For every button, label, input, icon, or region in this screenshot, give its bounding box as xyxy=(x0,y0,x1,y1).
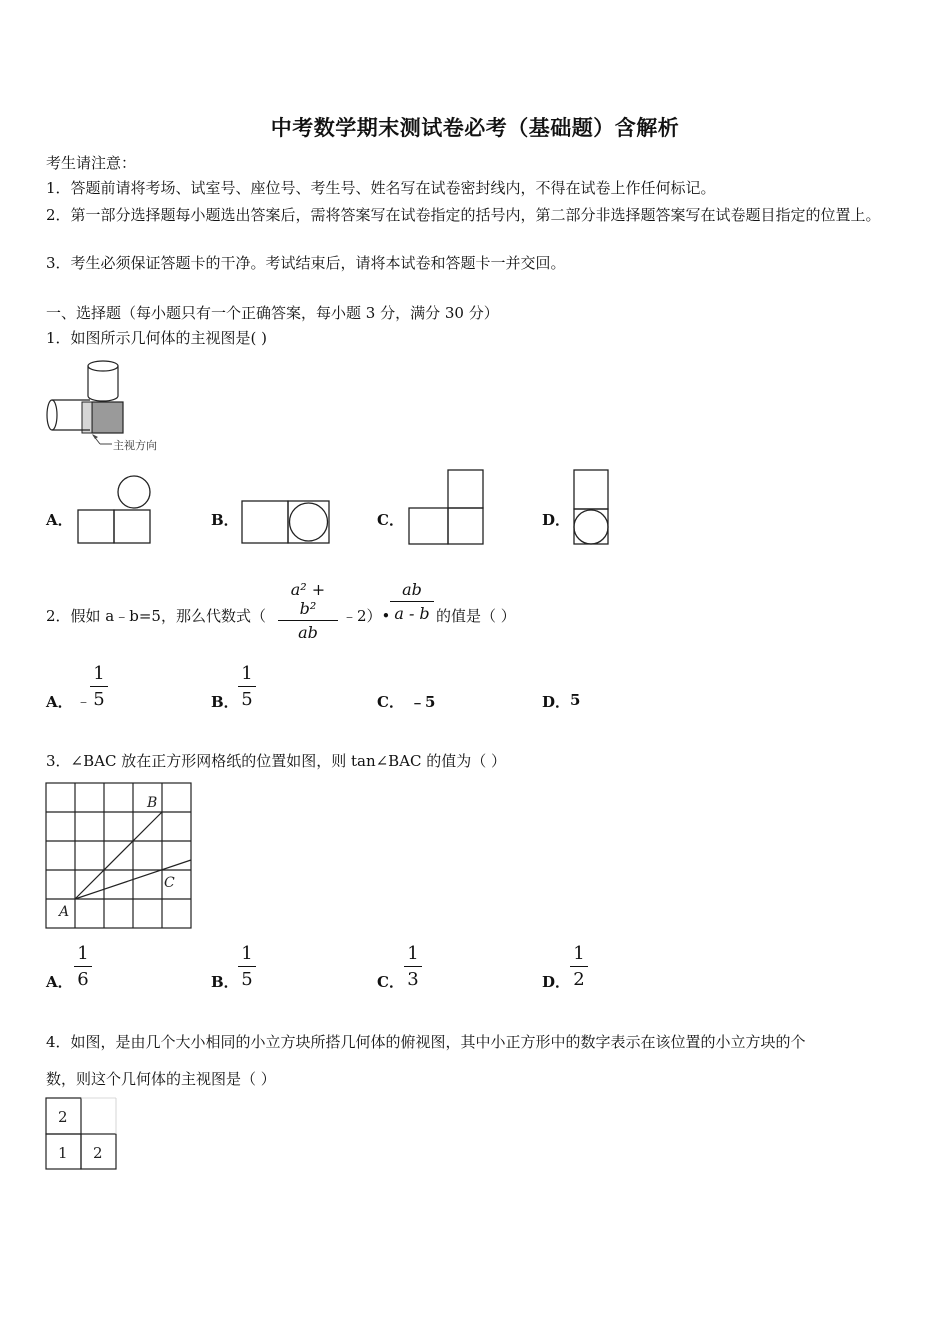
q2-stem-prefix: 2．假如 a﹣b=5，那么代数式（ xyxy=(46,607,266,625)
q3-option-c-fraction xyxy=(404,943,422,990)
q1-option-a-figure xyxy=(77,475,152,545)
q3-stem: 3．∠BAC 放在正方形网格纸的位置如图，则 tan∠BAC 的值为（ ） xyxy=(46,752,507,770)
q2-option-b-label[interactable]: B． xyxy=(211,693,239,711)
q1-option-b-label[interactable]: B． xyxy=(211,511,239,529)
q3-option-c-label[interactable]: C． xyxy=(377,973,404,991)
q2-option-b-denominator: 5 xyxy=(241,689,253,710)
q3-option-d-label[interactable]: D． xyxy=(542,973,571,991)
q2-option-a-numerator: 1 xyxy=(93,663,105,684)
q3-option-a-fraction xyxy=(74,943,92,990)
q4-cell-top-left: 2 xyxy=(58,1108,68,1126)
q3-grid-figure xyxy=(45,782,193,930)
notice-item-1: 1．答题前请将考场、试室号、座位号、考生号、姓名写在试卷密封线内，不得在试卷上作任何标记。 xyxy=(46,179,716,197)
q2-fraction-1-numerator: a² + b² xyxy=(290,580,326,618)
q2-fraction-2-numerator: ab xyxy=(402,580,422,599)
q2-option-a-denominator: 5 xyxy=(93,689,105,710)
q3-option-b-numerator: 1 xyxy=(241,943,253,964)
q1-stem: 1．如图所示几何体的主视图是( ) xyxy=(46,329,268,347)
q3-option-c-numerator: 1 xyxy=(407,943,419,964)
q2-option-d-value: 5 xyxy=(570,691,581,709)
q2-stem-suffix: 的值是（ ） xyxy=(436,607,516,625)
q3-option-d-denominator: 2 xyxy=(573,969,585,990)
q2-fraction-1-denominator: ab xyxy=(298,623,318,642)
q2-option-c-value: ﹣5 xyxy=(410,693,436,711)
q4-stem-line-1: 4．如图，是由几个大小相同的小立方块所搭几何体的俯视图，其中小正方形中的数字表示在该位置的小立方块的个 xyxy=(46,1033,806,1051)
q1-option-d-figure xyxy=(573,469,611,547)
q4-top-view-grid xyxy=(45,1097,120,1172)
q3-option-a-denominator: 6 xyxy=(77,969,89,990)
q1-option-c-figure xyxy=(408,469,486,547)
q3-option-d-numerator: 1 xyxy=(573,943,585,964)
q3-option-b-fraction xyxy=(238,943,256,990)
q1-option-b-figure xyxy=(241,500,331,546)
q2-fraction-1 xyxy=(278,580,338,642)
notice-item-3: 3．考生必须保证答题卡的干净。考试结束后，请将本试卷和答题卡一并交回。 xyxy=(46,254,566,272)
q1-option-c-label[interactable]: C． xyxy=(377,511,404,529)
q2-option-a-fraction xyxy=(90,663,108,710)
q3-option-d-fraction xyxy=(570,943,588,990)
q1-option-a-label[interactable]: A． xyxy=(46,511,73,529)
q3-point-a: A xyxy=(59,904,70,920)
q2-option-a-sign: ﹣ xyxy=(76,692,92,710)
q2-option-b-fraction xyxy=(238,663,256,710)
q2-fraction-2 xyxy=(390,580,434,623)
q2-stem-mid: ﹣2）• xyxy=(342,607,391,625)
q4-cell-bottom-left: 1 xyxy=(58,1144,68,1162)
page-title: 中考数学期末测试卷必考（基础题）含解析 xyxy=(270,116,680,140)
q3-point-b: B xyxy=(147,795,158,811)
section-heading: 一、选择题（每小题只有一个正确答案，每小题 3 分，满分 30 分） xyxy=(46,304,499,322)
q2-option-b-numerator: 1 xyxy=(241,663,253,684)
q2-option-d-label[interactable]: D． xyxy=(542,693,571,711)
notice-heading: 考生请注意： xyxy=(46,154,137,172)
q2-option-a-label[interactable]: A． xyxy=(46,693,73,711)
q3-option-a-label[interactable]: A． xyxy=(46,973,73,991)
q3-point-c: C xyxy=(164,875,175,891)
q2-fraction-2-denominator: a - b xyxy=(394,604,430,623)
notice-item-2: 2．第一部分选择题每小题选出答案后，需将答案写在试卷指定的括号内，第二部分非选择题答案写在试卷题目指定的位置上。 xyxy=(46,206,881,224)
q2-option-c-label[interactable]: C． xyxy=(377,693,404,711)
q3-option-c-denominator: 3 xyxy=(407,969,419,990)
q4-stem-line-2: 数，则这个几何体的主视图是（ ） xyxy=(46,1070,276,1088)
q1-option-d-label[interactable]: D． xyxy=(542,511,571,529)
q3-option-b-denominator: 5 xyxy=(241,969,253,990)
q3-option-b-label[interactable]: B． xyxy=(211,973,239,991)
q4-cell-bottom-right: 2 xyxy=(93,1144,103,1162)
q1-direction-label: 主视方向 xyxy=(113,439,157,452)
q3-option-a-numerator: 1 xyxy=(77,943,89,964)
